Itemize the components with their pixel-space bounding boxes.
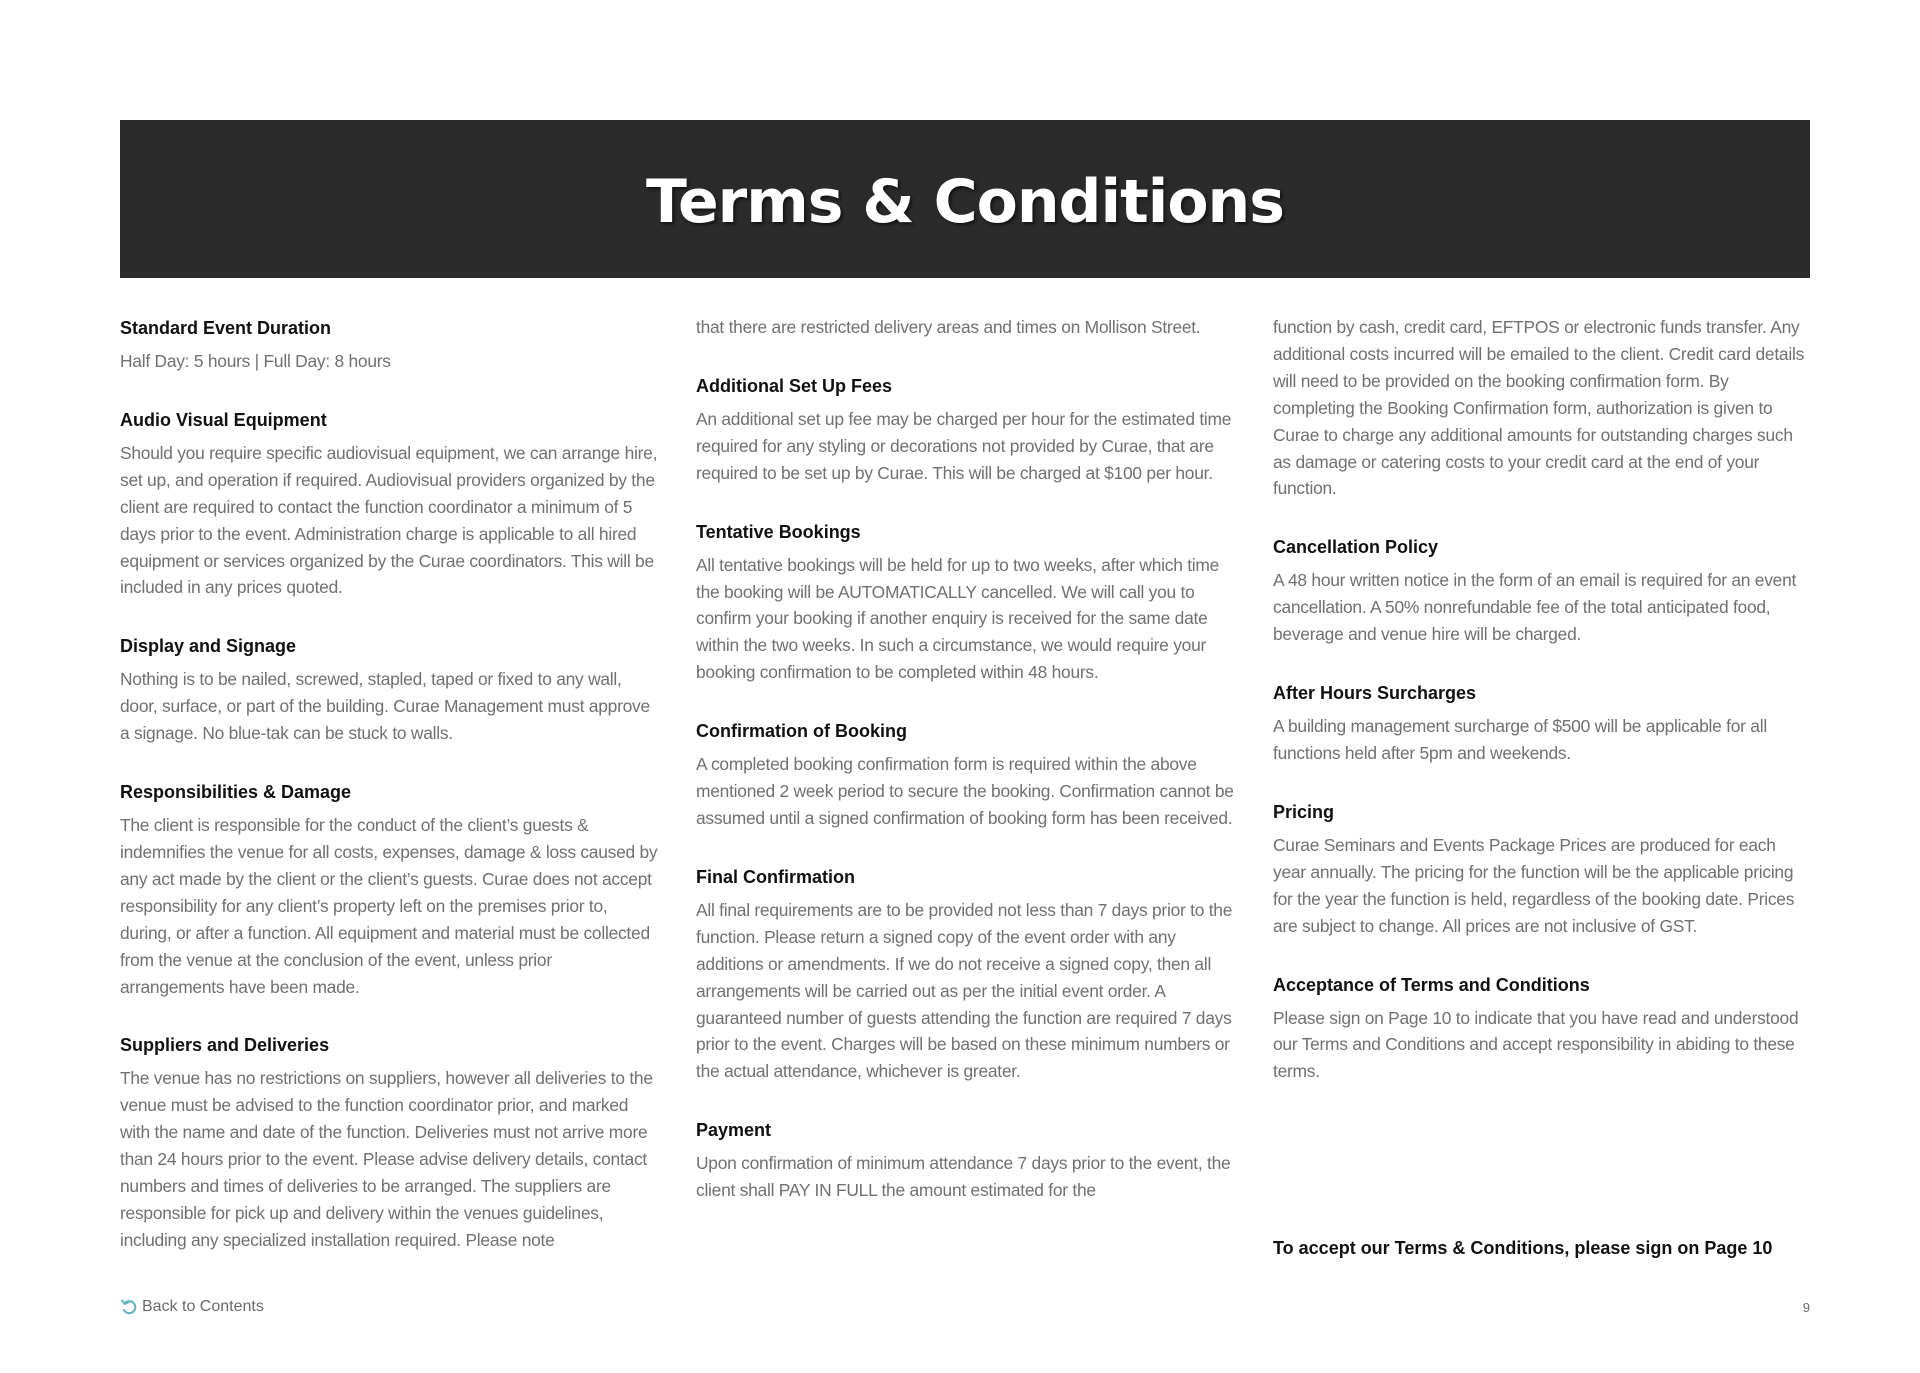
section-audio-visual — [120, 406, 660, 601]
section-body: function by cash, credit card, EFTPOS or electronic funds transfer. Any additional costs incurred will be emailed to the client. Credit card details will need to be provided on the booking confirmation form. By completing the Booking Confirmation form, authorization is given to Curae to charge any additional amounts for outstanding charges such as damage or catering costs to your credit card at the end of your function. — [1273, 317, 1805, 499]
section-body: Nothing is to be nailed, screwed, stapled, taped or fixed to any wall, door, surface, or part of the building. Curae Management must approve a signage. No blue-tak can be stuck to walls. — [120, 669, 650, 744]
section-heading: Responsibilities & Damage — [120, 782, 352, 803]
section-heading: Cancellation Policy — [1273, 537, 1439, 558]
section-acceptance — [1273, 971, 1813, 1086]
section-body: A building management surcharge of $500 will be applicable for all functions held after 5pm and weekends. — [1273, 716, 1767, 763]
page-title: Terms & Conditions — [646, 167, 1284, 237]
section-heading: Additional Set Up Fees — [696, 375, 893, 396]
section-body: The venue has no restrictions on suppliers, however all deliveries to the venue must be advised to the function coordinator prior, and marked with the name and date of the function. Deliveries must not arrive more than 24 hours prior to the event. Please advise delivery details, contact numbers and times of deliveries to be arranged. The suppliers are responsible for pick up and delivery within the venues guidelines, including any specialized installation required. Please note — [120, 1068, 653, 1250]
section-heading: Payment — [696, 1120, 772, 1141]
column-3 — [1273, 314, 1813, 1116]
section-additional-setup — [696, 372, 1236, 487]
section-body: The client is responsible for the conduct of the client’s guests & indemnifies the venue for all costs, expenses, damage & loss caused by any act made by the client or the client’s guests. Curae does not accept responsibility for any client’s property left on the premises prior to, during, or after a function. All equipment and material must be collected from the venue at the conclusion of the event, unless prior arrangements have been made. — [120, 815, 658, 997]
section-body: All tentative bookings will be held for up to two weeks, after which time the booking will be AUTOMATICALLY cancelled. We will call you to confirm your booking if another enquiry is received for the same date within the two weeks. In such a circumstance, we would require your booking confirmation to be completed within 48 hours. — [696, 554, 1220, 683]
section-body: A 48 hour written notice in the form of an email is required for an event cancellation. A 50% nonrefundable fee of the total anticipated food, beverage and venue hire will be charged. — [1273, 570, 1797, 645]
section-pricing — [1273, 798, 1813, 940]
section-heading: After Hours Surcharges — [1273, 683, 1477, 704]
section-heading: Audio Visual Equipment — [120, 409, 327, 430]
section-tentative — [696, 518, 1236, 687]
section-body: Curae Seminars and Events Package Prices are produced for each year annually. The pricing for the function will be the applicable pricing for the year the function is held, regardless of the booking date. Prices are subject to change. All prices are not inclusive of GST. — [1273, 834, 1795, 936]
column-2 — [696, 314, 1236, 1235]
page-number: 9 — [1802, 1300, 1810, 1315]
section-payment-continued — [1273, 314, 1813, 502]
section-body: All final requirements are to be provided not less than 7 days prior to the function. Please return a signed copy of the event order with any additions or amendments. If we do not receive a signed copy, then all arrangements will be carried out as per the initial event order. A guaranteed number of guests attending the function are required 7 days prior to the event. Charges will be based on these minimum numbers or the actual attendance, whichever is greater. — [696, 899, 1233, 1082]
section-body: that there are restricted delivery areas and times on Mollison Street. — [696, 317, 1201, 337]
back-to-contents-label: Back to Contents — [142, 1298, 264, 1315]
back-to-contents-link[interactable] — [120, 1298, 264, 1316]
section-heading: Display and Signage — [120, 636, 297, 657]
title-banner — [120, 120, 1810, 278]
section-heading: Suppliers and Deliveries — [120, 1035, 330, 1056]
section-body: Half Day: 5 hours | Full Day: 8 hours — [120, 351, 391, 371]
section-heading: Pricing — [1273, 801, 1335, 822]
column-1 — [120, 314, 660, 1285]
section-responsibilities — [120, 778, 660, 1000]
section-heading: Confirmation of Booking — [696, 721, 907, 742]
section-final-confirmation — [696, 863, 1236, 1085]
undo-arrow-icon — [120, 1298, 138, 1316]
section-body: A completed booking confirmation form is required within the above mentioned 2 week period to secure the booking. Confirmation cannot be assumed until a signed confirmation of booking form has been received. — [696, 754, 1234, 828]
section-after-hours — [1273, 679, 1813, 767]
section-confirmation — [696, 717, 1236, 832]
section-body: Please sign on Page 10 to indicate that you have read and understood our Terms and Conditions and accept responsibility in abiding to these terms. — [1273, 1007, 1799, 1082]
section-heading: Acceptance of Terms and Conditions — [1273, 974, 1590, 995]
accept-terms-note: To accept our Terms & Conditions, please sign on Page 10 — [1273, 1238, 1773, 1258]
section-standard-event-duration — [120, 314, 660, 375]
section-heading: Standard Event Duration — [120, 318, 332, 338]
section-payment — [696, 1116, 1236, 1204]
section-suppliers — [120, 1031, 660, 1253]
section-heading: Final Confirmation — [696, 866, 855, 887]
section-cancellation — [1273, 533, 1813, 648]
section-heading: Tentative Bookings — [696, 521, 861, 542]
section-body: An additional set up fee may be charged per hour for the estimated time required for any styling or decorations not provided by Curae, that are required to be set up by Curae. This will be charged at $100 per hour. — [696, 408, 1232, 483]
section-display-signage — [120, 632, 660, 747]
section-suppliers-continued — [696, 314, 1236, 341]
section-body: Upon confirmation of minimum attendance 7 days prior to the event, the client shall PAY IN FULL the amount estimated for the — [696, 1153, 1231, 1201]
section-body: Should you require specific audiovisual equipment, we can arrange hire, set up, and operation if required. Audiovisual providers organized by the client are required to contact the function coordinator a minimum of 5 days prior to the event. Administration charge is applicable to all hired equipment or services organized by the Curae coordinators. This will be included in any prices quoted. — [120, 442, 658, 598]
